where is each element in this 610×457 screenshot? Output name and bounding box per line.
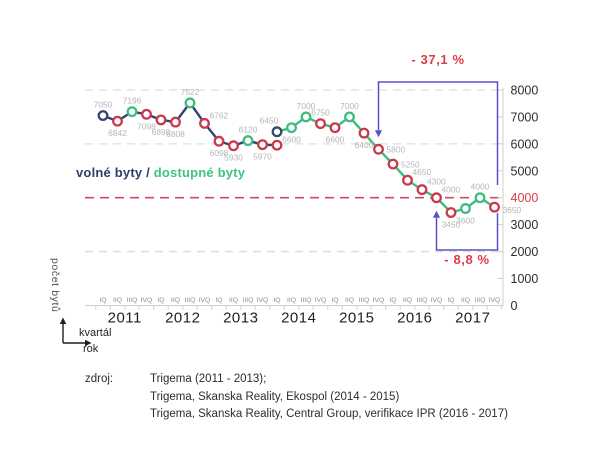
year-label-2011: 2011 bbox=[107, 309, 142, 327]
quarter-label: IIQ bbox=[460, 297, 471, 304]
x-axis-title-quarter: kvartál bbox=[79, 327, 112, 339]
quarter-label: IIQ bbox=[286, 297, 297, 304]
data-point-marker bbox=[229, 141, 238, 150]
quarter-label: IQ bbox=[273, 297, 281, 304]
year-label-2017: 2017 bbox=[455, 309, 491, 327]
point-value-label: 3650 bbox=[502, 205, 522, 216]
year-label-2016: 2016 bbox=[397, 309, 433, 327]
quarter-label: IIIQ bbox=[126, 297, 138, 304]
point-value-label: 4000 bbox=[441, 184, 461, 195]
legend-separator: / bbox=[142, 165, 154, 180]
y-tick-label-7000: 7000 bbox=[510, 110, 539, 125]
point-value-label: 6600 bbox=[282, 134, 301, 145]
quarter-label: IIQ bbox=[112, 297, 123, 304]
data-point-marker bbox=[447, 208, 456, 217]
annotation-total-drop: - 37,1 % bbox=[411, 52, 465, 67]
data-point-marker bbox=[128, 107, 137, 116]
quarter-label: IVQ bbox=[430, 297, 443, 304]
quarter-label: IIQ bbox=[228, 297, 239, 304]
data-point-marker bbox=[418, 185, 427, 194]
y-tick-label-4000: 4000 bbox=[510, 191, 539, 206]
point-value-label: 6600 bbox=[325, 134, 345, 145]
data-point-marker bbox=[113, 117, 122, 126]
data-point-marker bbox=[157, 116, 166, 125]
x-axis-title-year: rok bbox=[83, 343, 99, 355]
quarter-label: IVQ bbox=[140, 297, 153, 304]
y-axis bbox=[498, 84, 539, 313]
point-value-label: 3450 bbox=[441, 219, 461, 230]
quarter-label: IIIQ bbox=[358, 297, 370, 304]
data-point-marker bbox=[374, 145, 383, 154]
y-axis-title: počet bytů bbox=[49, 258, 61, 313]
year-label-2013: 2013 bbox=[223, 309, 259, 327]
y-tick-label-3000: 3000 bbox=[510, 218, 539, 233]
annotation-recent-drop: - 8,8 % bbox=[444, 252, 490, 267]
series-dostupne-byty bbox=[260, 101, 522, 230]
point-value-label: 5930 bbox=[224, 152, 243, 163]
point-value-label: 7098 bbox=[137, 121, 156, 132]
data-point-marker bbox=[403, 176, 412, 185]
quarter-label: IVQ bbox=[198, 297, 211, 304]
quarter-label: IIIQ bbox=[300, 297, 312, 304]
data-point-marker bbox=[461, 204, 470, 213]
point-value-label: 5250 bbox=[401, 159, 420, 170]
data-point-marker bbox=[186, 99, 195, 108]
data-point-marker bbox=[360, 129, 369, 138]
data-point-marker bbox=[258, 140, 267, 149]
point-value-label: 6120 bbox=[238, 124, 258, 135]
year-label-2014: 2014 bbox=[281, 309, 317, 327]
y-tick-label-6000: 6000 bbox=[510, 137, 539, 152]
point-value-label: 5970 bbox=[253, 151, 272, 162]
data-point-marker bbox=[331, 123, 340, 132]
arrow-up-icon bbox=[433, 211, 440, 218]
quarter-label: IQ bbox=[389, 297, 397, 304]
point-value-label: 3600 bbox=[456, 215, 475, 226]
source-line-2: Trigema, Skanska Reality, Ekospol (2014 - 2015) bbox=[150, 390, 400, 403]
point-value-label: 6450 bbox=[259, 115, 279, 126]
quarter-label: IQ bbox=[157, 297, 165, 304]
data-point-marker bbox=[389, 160, 398, 169]
quarter-label: IVQ bbox=[314, 297, 327, 304]
quarter-label: IVQ bbox=[372, 297, 385, 304]
data-point-marker bbox=[200, 119, 209, 128]
data-point-marker bbox=[171, 118, 180, 127]
axis-arrow-up-icon bbox=[60, 318, 66, 325]
quarter-label: IVQ bbox=[256, 297, 269, 304]
series-volne-byty bbox=[94, 87, 282, 163]
data-point-marker bbox=[490, 203, 499, 212]
data-point-marker bbox=[273, 141, 282, 150]
legend bbox=[76, 165, 245, 180]
point-value-label: 7000 bbox=[340, 100, 359, 111]
point-value-label: 4000 bbox=[470, 181, 490, 192]
quarter-label: IQ bbox=[215, 297, 223, 304]
data-point-marker bbox=[345, 113, 354, 122]
quarter-label: IIQ bbox=[170, 297, 181, 304]
point-value-label: 7196 bbox=[122, 95, 142, 106]
quarter-label: IQ bbox=[331, 297, 339, 304]
x-axis bbox=[85, 297, 503, 327]
quarter-label: IIIQ bbox=[416, 297, 428, 304]
data-point-marker bbox=[99, 111, 108, 120]
point-value-label: 6890 bbox=[151, 126, 171, 137]
data-point-marker bbox=[244, 136, 253, 145]
quarter-label: IIIQ bbox=[242, 297, 254, 304]
quarter-label: IIQ bbox=[344, 297, 355, 304]
point-value-label: 6098 bbox=[209, 148, 229, 159]
data-point-marker bbox=[287, 123, 296, 132]
data-point-marker bbox=[273, 127, 282, 136]
data-point-marker bbox=[476, 193, 485, 202]
point-value-label: 7522 bbox=[180, 86, 200, 97]
point-value-label: 6400 bbox=[354, 140, 374, 151]
point-value-label: 6842 bbox=[108, 128, 127, 139]
source-block bbox=[85, 373, 508, 420]
data-point-marker bbox=[302, 113, 311, 122]
year-label-2015: 2015 bbox=[339, 309, 375, 327]
quarter-label: IQ bbox=[447, 297, 455, 304]
point-value-label: 4650 bbox=[412, 167, 432, 178]
quarter-label: IVQ bbox=[488, 297, 501, 304]
y-tick-label-1000: 1000 bbox=[510, 272, 539, 287]
point-value-label: 6762 bbox=[209, 110, 229, 121]
source-line-3: Trigema, Skanska Reality, Central Group, verifikace IPR (2016 - 2017) bbox=[150, 408, 508, 420]
data-point-marker bbox=[316, 119, 325, 128]
point-value-label: 6750 bbox=[311, 107, 330, 118]
point-value-label: 6808 bbox=[166, 129, 185, 140]
quarter-label: IQ bbox=[99, 297, 107, 304]
point-value-label: 4300 bbox=[427, 176, 446, 187]
y-tick-label-0: 0 bbox=[510, 298, 518, 313]
year-label-2012: 2012 bbox=[165, 309, 201, 327]
point-value-label: 5800 bbox=[386, 144, 406, 155]
data-point-marker bbox=[142, 110, 151, 119]
y-tick-label-5000: 5000 bbox=[510, 164, 539, 179]
quarter-label: IIIQ bbox=[184, 297, 196, 304]
data-point-marker bbox=[432, 193, 441, 202]
legend-series-dostupne-byty: dostupné byty bbox=[153, 165, 246, 180]
y-tick-label-2000: 2000 bbox=[510, 245, 539, 260]
source-line-1: Trigema (2011 - 2013); bbox=[150, 373, 267, 385]
y-tick-label-8000: 8000 bbox=[510, 83, 539, 98]
quarter-label: IIQ bbox=[402, 297, 413, 304]
arrow-down-icon bbox=[375, 130, 382, 137]
legend-series-volne-byty: volné byty bbox=[76, 165, 143, 180]
point-value-label: 7050 bbox=[93, 99, 113, 110]
quarter-label: IIIQ bbox=[474, 297, 486, 304]
source-label: zdroj: bbox=[85, 373, 114, 385]
data-point-marker bbox=[215, 137, 224, 146]
point-value-label: 7000 bbox=[296, 100, 316, 111]
